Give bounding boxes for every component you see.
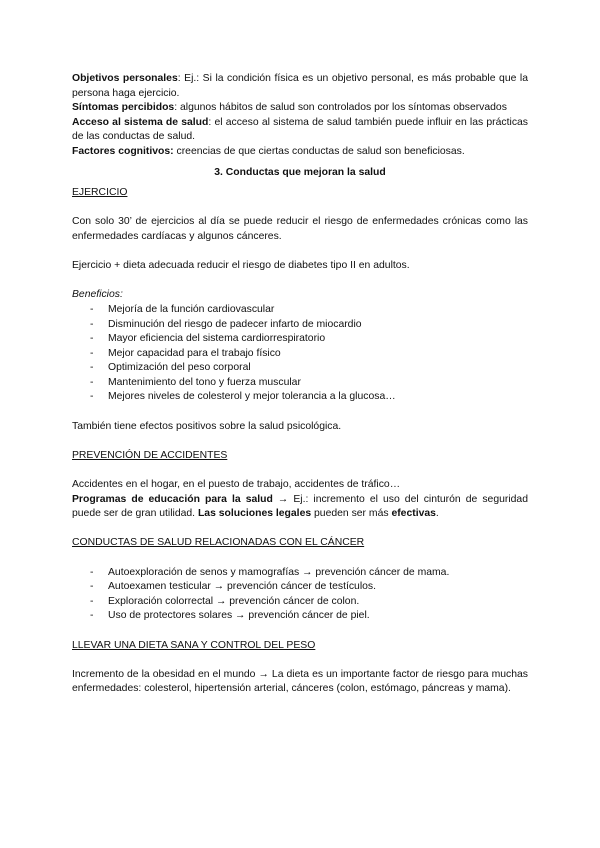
list-item: - Mejoría de la función cardiovascular: [72, 303, 528, 318]
intro-factores: Factores cognitivos: creencias de que ciertas conductas de salud son beneficiosas.: [72, 145, 465, 157]
heading-accidentes: PREVENCIÓN DE ACCIDENTES: [72, 449, 228, 461]
intro-sintomas: Síntomas percibidos: algunos hábitos de salud son controlados por los síntomas observados: [72, 102, 507, 114]
benefits-label: Beneficios:: [72, 289, 123, 301]
list-item: - Autoexploración de senos y mamografías → prevención cáncer de mama.: [72, 566, 528, 581]
list-item: - Optimización del peso corporal: [72, 361, 528, 376]
list-item: - Mejor capacidad para el trabajo físico: [72, 347, 528, 362]
accidentes-paragraph-2: Programas de educación para la salud → Ej.: incremento el uso del cinturón de seguridad puede ser de gran utilidad. Las soluciones legales pueden ser más efectivas.: [72, 493, 528, 520]
list-item: - Mantenimiento del tono y fuerza muscular: [72, 376, 528, 391]
benefits-list: [72, 303, 528, 405]
list-item: - Uso de protectores solares → prevención cáncer de piel.: [72, 609, 528, 624]
list-item: - Mejores niveles de colesterol y mejor tolerancia a la glucosa…: [72, 390, 528, 405]
heading-cancer: CONDUCTAS DE SALUD RELACIONADAS CON EL CÁNCER: [72, 537, 365, 549]
list-item: - Autoexamen testicular → prevención cáncer de testículos.: [72, 580, 528, 595]
accidentes-paragraph-1: Accidentes en el hogar, en el puesto de trabajo, accidentes de tráfico…: [72, 479, 401, 491]
intro-objetivos: Objetivos personales: Ej.: Si la condición física es un objetivo personal, es más probable que la persona haga ejercicio.: [72, 73, 528, 99]
ejercicio-paragraph-2: Ejercicio + dieta adecuada reducir el riesgo de diabetes tipo II en adultos.: [72, 260, 410, 272]
list-item: - Disminución del riesgo de padecer infarto de miocardio: [72, 318, 528, 333]
section-title: 3. Conductas que mejoran la salud: [214, 166, 386, 178]
document-content: [72, 72, 528, 697]
ejercicio-paragraph-1: Con solo 30’ de ejercicios al día se puede reducir el riesgo de enfermedades crónicas como las enfermedades cardíacas y algunos cánceres.: [72, 216, 528, 242]
cancer-list: [72, 566, 528, 624]
dieta-paragraph-1: Incremento de la obesidad en el mundo → La dieta es un importante factor de riesgo para muchas enfermedades: colesterol, hipertensión arterial, cánceres (colon, estómago, páncreas y mama).: [72, 668, 528, 695]
list-item: - Mayor eficiencia del sistema cardiorrespiratorio: [72, 332, 528, 347]
heading-ejercicio: EJERCICIO: [72, 187, 128, 199]
list-item: - Exploración colorrectal → prevención cáncer de colon.: [72, 595, 528, 610]
heading-dieta: LLEVAR UNA DIETA SANA Y CONTROL DEL PESO: [72, 639, 316, 651]
intro-acceso: Acceso al sistema de salud: el acceso al sistema de salud también puede influir en las prácticas de las conductas de salud.: [72, 116, 528, 143]
ejercicio-paragraph-3: También tiene efectos positivos sobre la salud psicológica.: [72, 420, 342, 432]
